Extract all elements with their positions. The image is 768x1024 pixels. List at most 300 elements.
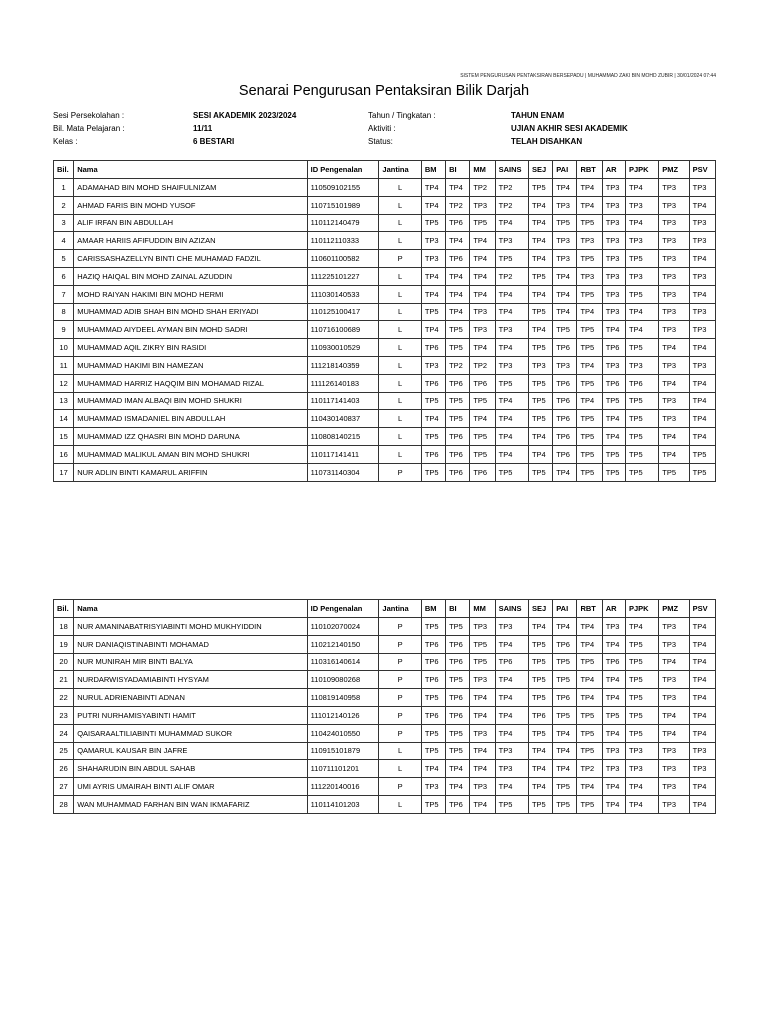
table-cell: TP5 — [625, 250, 658, 268]
table-cell: TP5 — [446, 321, 470, 339]
table-cell: TP3 — [659, 742, 689, 760]
table-cell: ALIF IRFAN BIN ABDULLAH — [74, 214, 307, 232]
table-cell: TP3 — [470, 724, 495, 742]
table-cell: TP6 — [446, 428, 470, 446]
table-cell: TP5 — [577, 742, 602, 760]
table-cell: TP3 — [421, 356, 445, 374]
table-cell: TP4 — [421, 285, 445, 303]
table-cell: TP4 — [659, 445, 689, 463]
table-cell: TP4 — [689, 706, 715, 724]
table-cell: TP4 — [689, 410, 715, 428]
table-cell: TP4 — [470, 689, 495, 707]
table-cell: TP3 — [659, 267, 689, 285]
table-cell: MUHAMMAD AQIL ZIKRY BIN RASIDI — [74, 339, 307, 357]
table-cell: 19 — [54, 635, 74, 653]
table-cell: TP6 — [421, 653, 445, 671]
column-header: BI — [446, 600, 470, 618]
table-cell: TP6 — [421, 445, 445, 463]
table-cell: QAISARAALTILIABINTI MUHAMMAD SUKOR — [74, 724, 307, 742]
meta-value: SESI AKADEMIK 2023/2024 — [193, 111, 297, 120]
table-cell: TP4 — [495, 410, 528, 428]
table-cell: TP4 — [470, 706, 495, 724]
table-cell: MUHAMMAD MALIKUL AMAN BIN MOHD SHUKRI — [74, 445, 307, 463]
table-cell: TP3 — [689, 321, 715, 339]
column-header: PSV — [689, 600, 715, 618]
table-cell: TP2 — [470, 179, 495, 197]
meta-label: Status: — [368, 137, 393, 146]
table-cell: 18 — [54, 618, 74, 636]
table-cell: TP6 — [446, 374, 470, 392]
table-cell: TP3 — [577, 267, 602, 285]
table-cell: TP3 — [625, 742, 658, 760]
table-cell: TP3 — [689, 760, 715, 778]
table-cell: TP4 — [577, 671, 602, 689]
table-cell: L — [379, 760, 421, 778]
table-cell: TP3 — [602, 760, 625, 778]
table-cell: 20 — [54, 653, 74, 671]
table-cell: CARISSASHAZELLYN BINTI CHE MUHAMAD FADZIL — [74, 250, 307, 268]
table-cell: TP2 — [470, 356, 495, 374]
page-title: Senarai Pengurusan Pentaksiran Bilik Darjah — [238, 83, 530, 99]
table-row — [54, 795, 716, 813]
table-cell: 11 — [54, 356, 74, 374]
table-cell: TP6 — [446, 795, 470, 813]
table-row — [54, 374, 716, 392]
table-cell: TP4 — [577, 689, 602, 707]
table-cell: TP3 — [689, 267, 715, 285]
table-cell: TP4 — [689, 196, 715, 214]
table-cell: TP4 — [659, 706, 689, 724]
table-cell: TP4 — [495, 706, 528, 724]
table-cell: TP3 — [689, 303, 715, 321]
table-cell: TP4 — [446, 267, 470, 285]
table-cell: TP3 — [689, 232, 715, 250]
table-cell: 110102070024 — [307, 618, 379, 636]
table-cell: TP4 — [625, 795, 658, 813]
table-cell: TP3 — [659, 795, 689, 813]
table-cell: TP4 — [421, 760, 445, 778]
meta-label: Aktiviti : — [368, 124, 396, 133]
table-cell: 110112110333 — [307, 232, 379, 250]
table-cell: TP5 — [577, 653, 602, 671]
table-row — [54, 760, 716, 778]
table-cell: TP5 — [625, 671, 658, 689]
column-header: AR — [602, 600, 625, 618]
table-cell: MUHAMMAD ISMADANIEL BIN ABDULLAH — [74, 410, 307, 428]
table-cell: TP4 — [577, 303, 602, 321]
table-cell: TP4 — [495, 214, 528, 232]
column-header: MM — [470, 161, 495, 179]
table-cell: TP5 — [528, 267, 552, 285]
table-cell: TP4 — [528, 428, 552, 446]
table-cell: MUHAMMAD IZZ QHASRI BIN MOHD DARUNA — [74, 428, 307, 446]
table-cell: 111126140183 — [307, 374, 379, 392]
table-cell: L — [379, 179, 421, 197]
meta-row — [53, 137, 716, 148]
table-cell: TP4 — [446, 285, 470, 303]
table-cell: L — [379, 267, 421, 285]
table-cell: TP5 — [577, 795, 602, 813]
table-cell: TP4 — [421, 267, 445, 285]
column-header: SEJ — [528, 600, 552, 618]
table-cell: TP4 — [577, 356, 602, 374]
table-cell: TP5 — [446, 724, 470, 742]
table-cell: TP3 — [602, 179, 625, 197]
table-cell: TP3 — [659, 285, 689, 303]
table-cell: L — [379, 356, 421, 374]
table-cell: P — [379, 724, 421, 742]
table-cell: TP5 — [421, 689, 445, 707]
table-cell: TP3 — [659, 392, 689, 410]
table-cell: L — [379, 374, 421, 392]
table-cell: TP3 — [421, 778, 445, 796]
table-cell: TP4 — [528, 196, 552, 214]
column-header: PAI — [553, 161, 577, 179]
table-cell: TP4 — [625, 618, 658, 636]
table-cell: TP4 — [495, 724, 528, 742]
table-cell: TP5 — [528, 179, 552, 197]
table-cell: TP5 — [553, 706, 577, 724]
table-cell: TP4 — [689, 653, 715, 671]
table-cell: TP3 — [528, 356, 552, 374]
column-header: ID Pengenalan — [307, 600, 379, 618]
table-cell: HAZIQ HAIQAL BIN MOHD ZAINAL AZUDDIN — [74, 267, 307, 285]
table-cell: TP4 — [602, 778, 625, 796]
column-header: PMZ — [659, 600, 689, 618]
table-cell: TP5 — [553, 778, 577, 796]
table-cell: TP5 — [625, 285, 658, 303]
column-header: BM — [421, 600, 445, 618]
table-cell: TP4 — [553, 267, 577, 285]
column-header: RBT — [577, 161, 602, 179]
table-cell: TP3 — [553, 356, 577, 374]
table-cell: 5 — [54, 250, 74, 268]
table-cell: TP4 — [625, 321, 658, 339]
table-cell: TP4 — [495, 303, 528, 321]
table-cell: TP5 — [470, 635, 495, 653]
table-row — [54, 724, 716, 742]
table-cell: TP3 — [689, 742, 715, 760]
table-cell: TP3 — [659, 179, 689, 197]
table-cell: TP4 — [528, 445, 552, 463]
table-cell: TP5 — [528, 410, 552, 428]
column-header: PJPK — [625, 161, 658, 179]
column-header: PJPK — [625, 600, 658, 618]
table-cell: TP6 — [553, 339, 577, 357]
table-cell: TP3 — [659, 250, 689, 268]
table-row — [54, 410, 716, 428]
table-cell: TP5 — [421, 463, 445, 481]
table-cell: P — [379, 778, 421, 796]
table-cell: TP4 — [421, 410, 445, 428]
table-cell: TP5 — [577, 285, 602, 303]
table-cell: TP5 — [602, 463, 625, 481]
table-cell: MUHAMMAD HARRIZ HAQQIM BIN MOHAMAD RIZAL — [74, 374, 307, 392]
table-row — [54, 635, 716, 653]
table-cell: TP6 — [602, 653, 625, 671]
table-cell: 110601100582 — [307, 250, 379, 268]
table-row — [54, 303, 716, 321]
table-cell: TP5 — [446, 392, 470, 410]
table-cell: TP4 — [528, 232, 552, 250]
table-cell: TP4 — [528, 285, 552, 303]
table-cell: MUHAMMAD AIYDEEL AYMAN BIN MOHD SADRI — [74, 321, 307, 339]
table-cell: TP5 — [446, 618, 470, 636]
table-row — [54, 267, 716, 285]
table-cell: TP5 — [528, 635, 552, 653]
table-cell: P — [379, 653, 421, 671]
table-cell: NUR ADLIN BINTI KAMARUL ARIFFIN — [74, 463, 307, 481]
table-cell: TP4 — [577, 392, 602, 410]
table-cell: TP3 — [689, 356, 715, 374]
table-header-row — [54, 161, 716, 179]
table-cell: 111225101227 — [307, 267, 379, 285]
table-cell: 110112140479 — [307, 214, 379, 232]
table-cell: MUHAMMAD HAKIMI BIN HAMEZAN — [74, 356, 307, 374]
table-cell: TP4 — [577, 618, 602, 636]
table-cell: 25 — [54, 742, 74, 760]
table-cell: TP5 — [528, 724, 552, 742]
table-cell: 16 — [54, 445, 74, 463]
meta-value: TAHUN ENAM — [511, 111, 565, 120]
table-cell: TP4 — [470, 795, 495, 813]
table-cell: TP5 — [446, 339, 470, 357]
table-cell: 13 — [54, 392, 74, 410]
student-table-1 — [53, 160, 716, 482]
table-cell: TP5 — [625, 392, 658, 410]
table-cell: TP6 — [553, 410, 577, 428]
table-cell: TP3 — [495, 321, 528, 339]
table-cell: TP4 — [446, 760, 470, 778]
table-cell: TP4 — [553, 618, 577, 636]
meta-value: TELAH DISAHKAN — [511, 137, 583, 146]
table-cell: TP6 — [446, 214, 470, 232]
table-cell: 110430140837 — [307, 410, 379, 428]
table-cell: 22 — [54, 689, 74, 707]
table-cell: TP5 — [421, 428, 445, 446]
table-cell: 27 — [54, 778, 74, 796]
table-cell: TP4 — [495, 671, 528, 689]
table-cell: TP5 — [577, 214, 602, 232]
table-cell: TP4 — [602, 689, 625, 707]
table-cell: 110915101879 — [307, 742, 379, 760]
meta-label: Tahun / Tingkatan : — [368, 111, 436, 120]
table-cell: TP6 — [528, 706, 552, 724]
table-cell: TP4 — [689, 724, 715, 742]
table-cell: TP4 — [625, 179, 658, 197]
table-cell: TP4 — [625, 214, 658, 232]
table-cell: TP4 — [528, 214, 552, 232]
table-cell: TP4 — [553, 760, 577, 778]
table-cell: TP5 — [625, 463, 658, 481]
table-cell: TP3 — [659, 778, 689, 796]
table-cell: TP3 — [602, 356, 625, 374]
table-cell: TP3 — [495, 760, 528, 778]
table-cell: TP5 — [495, 463, 528, 481]
table-cell: TP4 — [602, 795, 625, 813]
table-cell: 110109080268 — [307, 671, 379, 689]
table-cell: TP5 — [577, 339, 602, 357]
table-cell: 17 — [54, 463, 74, 481]
table-cell: TP4 — [528, 778, 552, 796]
table-cell: 110424010550 — [307, 724, 379, 742]
column-header: SAINS — [495, 161, 528, 179]
table-cell: TP3 — [659, 689, 689, 707]
table-cell: TP6 — [446, 250, 470, 268]
table-cell: TP6 — [446, 706, 470, 724]
table-cell: TP4 — [470, 250, 495, 268]
table-cell: NUR AMANINABATRISYIABINTI MOHD MUKHYIDDIN — [74, 618, 307, 636]
table-cell: TP5 — [470, 445, 495, 463]
table-cell: TP4 — [577, 778, 602, 796]
table-cell: TP4 — [689, 671, 715, 689]
meta-label: Sesi Persekolahan : — [53, 111, 125, 120]
table-cell: TP6 — [495, 653, 528, 671]
table-cell: TP6 — [553, 374, 577, 392]
table-cell: L — [379, 214, 421, 232]
table-row — [54, 356, 716, 374]
table-cell: L — [379, 303, 421, 321]
table-cell: TP4 — [659, 428, 689, 446]
table-cell: NUR DANIAQISTINABINTI MOHAMAD — [74, 635, 307, 653]
table-cell: TP5 — [577, 321, 602, 339]
table-cell: TP5 — [495, 250, 528, 268]
table-cell: TP4 — [659, 339, 689, 357]
table-cell: 1 — [54, 179, 74, 197]
table-cell: MOHD RAIYAN HAKIMI BIN MOHD HERMI — [74, 285, 307, 303]
table-cell: TP2 — [446, 196, 470, 214]
table-cell: TP2 — [577, 760, 602, 778]
table-cell: TP5 — [528, 671, 552, 689]
table-row — [54, 339, 716, 357]
table-cell: AMAAR HARIIS AFIFUDDIN BIN AZIZAN — [74, 232, 307, 250]
table-cell: TP3 — [421, 250, 445, 268]
table-cell: NURUL ADRIENABINTI ADNAN — [74, 689, 307, 707]
column-header: BI — [446, 161, 470, 179]
table-cell: TP3 — [602, 232, 625, 250]
table-cell: TP3 — [602, 214, 625, 232]
table-cell: TP6 — [602, 374, 625, 392]
table-cell: TP5 — [577, 374, 602, 392]
table-cell: TP4 — [470, 232, 495, 250]
column-header: SAINS — [495, 600, 528, 618]
table-row — [54, 321, 716, 339]
table-cell: SHAHARUDIN BIN ABDUL SAHAB — [74, 760, 307, 778]
table-cell: TP5 — [528, 689, 552, 707]
table-cell: L — [379, 795, 421, 813]
table-cell: 9 — [54, 321, 74, 339]
meta-label: Bil. Mata Pelajaran : — [53, 124, 125, 133]
table-cell: 12 — [54, 374, 74, 392]
table-cell: TP6 — [602, 339, 625, 357]
table-cell: TP5 — [577, 706, 602, 724]
table-cell: TP4 — [553, 179, 577, 197]
table-cell: TP5 — [528, 463, 552, 481]
table-row — [54, 285, 716, 303]
table-cell: TP4 — [528, 618, 552, 636]
table-cell: TP5 — [625, 635, 658, 653]
table-cell: 111220140016 — [307, 778, 379, 796]
table-cell: TP3 — [553, 250, 577, 268]
table-cell: 110716100689 — [307, 321, 379, 339]
table-cell: TP5 — [625, 428, 658, 446]
column-header: Jantina — [379, 161, 421, 179]
column-header: PAI — [553, 600, 577, 618]
table-cell: TP5 — [625, 706, 658, 724]
table-row — [54, 214, 716, 232]
table-cell: 4 — [54, 232, 74, 250]
table-cell: TP6 — [553, 635, 577, 653]
table-cell: TP6 — [446, 689, 470, 707]
table-cell: TP3 — [659, 671, 689, 689]
table-cell: TP5 — [528, 392, 552, 410]
table-cell: TP5 — [625, 653, 658, 671]
meta-label: Kelas : — [53, 137, 78, 146]
table-row — [54, 618, 716, 636]
table-cell: TP5 — [528, 653, 552, 671]
table-cell: TP6 — [446, 445, 470, 463]
table-cell: TP3 — [659, 635, 689, 653]
table-cell: 23 — [54, 706, 74, 724]
table-cell: TP3 — [625, 760, 658, 778]
table-cell: TP4 — [602, 428, 625, 446]
table-cell: TP2 — [495, 196, 528, 214]
table-cell: L — [379, 321, 421, 339]
table-cell: TP6 — [421, 635, 445, 653]
table-cell: 110212140150 — [307, 635, 379, 653]
table-cell: TP5 — [553, 653, 577, 671]
table-cell: TP5 — [689, 445, 715, 463]
table-cell: TP4 — [495, 339, 528, 357]
table-cell: TP6 — [446, 463, 470, 481]
table-cell: P — [379, 689, 421, 707]
table-cell: TP6 — [421, 339, 445, 357]
table-cell: 110715101989 — [307, 196, 379, 214]
table-cell: TP5 — [625, 445, 658, 463]
table-cell: TP2 — [495, 267, 528, 285]
table-cell: TP5 — [625, 689, 658, 707]
table-cell: TP4 — [625, 778, 658, 796]
table-cell: TP4 — [602, 410, 625, 428]
table-row — [54, 428, 716, 446]
table-cell: TP6 — [470, 463, 495, 481]
table-cell: 10 — [54, 339, 74, 357]
column-header: RBT — [577, 600, 602, 618]
table-cell: TP5 — [495, 374, 528, 392]
table-cell: TP4 — [446, 778, 470, 796]
table-cell: UMI AYRIS UMAIRAH BINTI ALIF OMAR — [74, 778, 307, 796]
table-cell: TP5 — [625, 339, 658, 357]
table-cell: 111012140126 — [307, 706, 379, 724]
table-cell: 111218140359 — [307, 356, 379, 374]
table-cell: TP3 — [495, 742, 528, 760]
table-cell: TP4 — [625, 303, 658, 321]
table-cell: 110125100417 — [307, 303, 379, 321]
table-cell: TP3 — [602, 267, 625, 285]
table-cell: TP3 — [625, 196, 658, 214]
table-cell: TP3 — [659, 214, 689, 232]
table-cell: TP4 — [659, 374, 689, 392]
table-cell: L — [379, 285, 421, 303]
table-cell: 110117141411 — [307, 445, 379, 463]
table-cell: TP4 — [577, 635, 602, 653]
table-cell: WAN MUHAMMAD FARHAN BIN WAN IKMAFARIZ — [74, 795, 307, 813]
table-cell: TP4 — [659, 724, 689, 742]
table-cell: TP5 — [446, 742, 470, 760]
header-note: SISTEM PENGURUSAN PENTAKSIRAN BERSEPADU | MUHAMMAD ZAKI BIN MOHD ZUBIR | 30/01/2024 07:44 — [460, 73, 716, 79]
table-cell: TP3 — [602, 196, 625, 214]
table-cell: TP5 — [602, 445, 625, 463]
